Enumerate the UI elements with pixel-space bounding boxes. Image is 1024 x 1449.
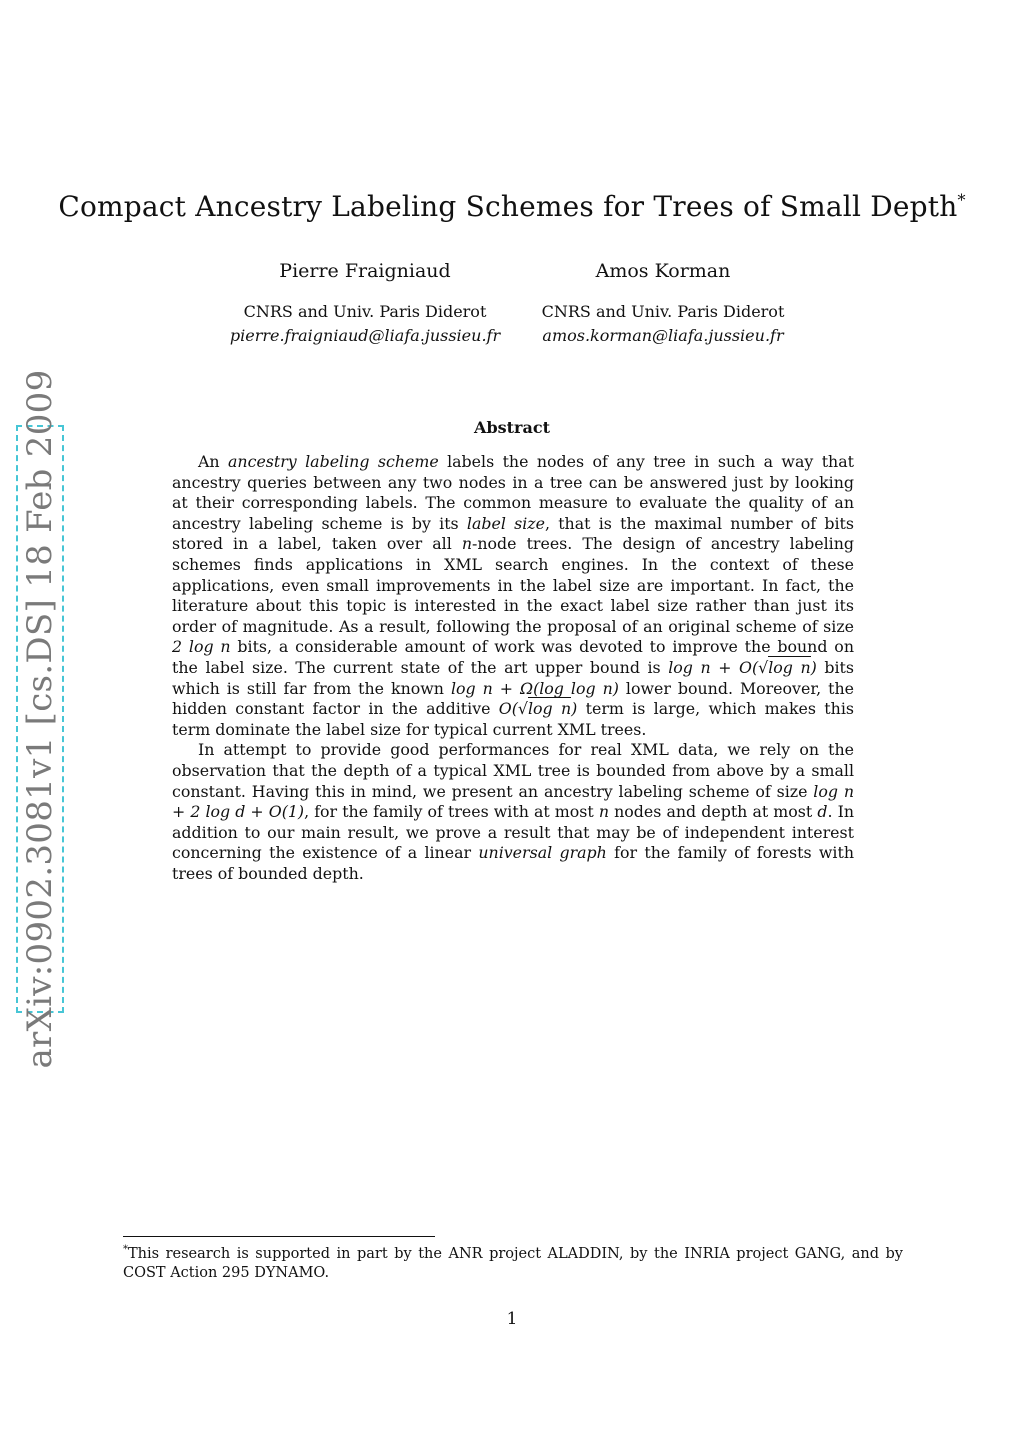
sqrt-radicand: log n [768, 657, 811, 677]
math-additive-term: O(√log n) [498, 699, 578, 719]
math-2-log-n: 2 log n [172, 637, 231, 657]
abstract-heading: Abstract [474, 418, 550, 437]
abstract-paragraph-1: An ancestry labeling scheme labels the nodes of any tree in such a way that ancestry queries between any two nodes in a tree can be answered just by looking at their corresponding labels. The common measure to evaluate the quality of an ancestry labeling scheme is by its label size, that is the maximal number of bits stored in a label, taken over all n-node trees. The design of ancestry labeling schemes finds applications in XML search engines. In the context of these applications, even small improvements in the label size are important. In fact, the literature about this topic is interested in the exact label size rather than just its order of magnitude. As a result, following the proposal of an original scheme of size 2 log n bits, a considerable amount of work was devoted to improve the bound on the label size. The current state of the art upper bound is log n + O(√log n) bits which is still far from the known log n + Ω(log log n) lower bound. Moreover, the hidden constant factor in the additive O(√log n) term is large, which makes this term dominate the label size for typical current XML trees. [172, 452, 855, 739]
author-name: Amos Korman [595, 260, 731, 282]
abstract-body [172, 452, 854, 884]
abstract-paragraph-2: In attempt to provide good performances for real XML data, we rely on the observation that the depth of a typical XML tree is bounded from above by a small constant. Having this in mind, we present an ancestry labeling scheme of size log n + 2 log d + O(1), for the family of trees with at most n nodes and depth at most d. In addition to our main result, we prove a result that may be of independent interest concerning the existence of a linear universal graph for the family of forests with trees of bounded depth. [172, 740, 854, 883]
math-n: n [461, 534, 473, 554]
author-affiliation: CNRS and Univ. Paris Diderot [243, 302, 487, 321]
author-name: Pierre Fraigniaud [279, 260, 451, 282]
term-label-size: label size [466, 513, 545, 533]
math-upper-bound: log n + O(√log n) [668, 657, 817, 677]
author-affiliation: CNRS and Univ. Paris Diderot [541, 302, 785, 321]
math-d: d [817, 802, 828, 822]
author-email: amos.korman@liafa.jussieu.fr [542, 326, 784, 345]
footnote [123, 1240, 903, 1283]
math-lower-bound: log n + Ω(log log n) [450, 678, 619, 698]
math-main-bound: log n + 2 log d + O(1) [172, 781, 854, 822]
arxiv-identifier: arXiv:0902.3081v1 [cs.DS] 18 Feb 2009 [20, 369, 60, 1069]
author-block [205, 260, 525, 348]
title-footnote-mark: * [957, 190, 966, 210]
term-universal-graph: universal graph [478, 843, 607, 863]
term-ancestry-labeling-scheme: ancestry labeling scheme [228, 452, 439, 471]
author-block [503, 260, 823, 348]
footnote-mark: * [123, 1244, 128, 1255]
footnote-text: This research is supported in part by the ANR project ALADDIN, by the INRIA project GANG, and by COST Action 295 DYNAMO. [123, 1245, 903, 1281]
math-n: n [598, 802, 610, 822]
footnote-rule [123, 1236, 435, 1237]
paper-title: Compact Ancestry Labeling Schemes for Trees of Small Depth* [58, 190, 966, 223]
page-number: 1 [506, 1309, 518, 1329]
sqrt-radicand: log n [527, 699, 572, 719]
author-email: pierre.fraigniaud@liafa.jussieu.fr [229, 326, 501, 345]
